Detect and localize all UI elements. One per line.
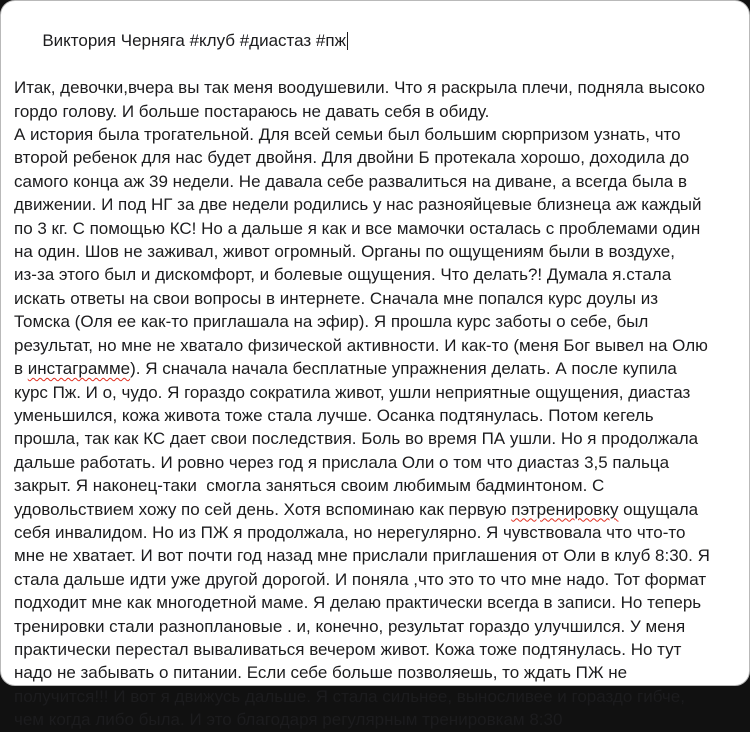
text-segment: получится!!! И вот я движусь дальше. Я стала сильнее, выносливее и гораздо гибче, bbox=[14, 686, 685, 706]
text-line bbox=[14, 287, 737, 310]
text-segment: самого конца аж 39 недели. Не давала себе развалиться на диване, а всегда была в bbox=[14, 171, 687, 191]
text-line bbox=[14, 217, 737, 240]
text-line bbox=[14, 263, 737, 286]
text-line bbox=[14, 193, 737, 216]
text-line bbox=[14, 638, 737, 661]
text-segment: искать ответы на свои вопросы в интернете. Сначала мне попался курс доулы из bbox=[14, 288, 659, 308]
text-line bbox=[14, 521, 737, 544]
text-segment: из-за этого был и дискомфорт, и болевые ощущения. Что делать?! Думала я.стала bbox=[14, 265, 672, 285]
text-line bbox=[14, 381, 737, 404]
text-segment: на один. Шов не заживал, живот огромный. Органы по ощущениям были в воздухе, bbox=[14, 242, 675, 262]
text-segment: надо не забывать о питании. Если себе больше позволяешь, то ждать ПЖ не bbox=[14, 663, 628, 683]
text-segment: А история была трогательной. Для всей семьи был большим сюрпризом узнать, что bbox=[14, 125, 681, 145]
text-segment: практически перестал вываливаться вечером живот. Кожа тоже подтянулась. Но тут bbox=[14, 639, 682, 659]
text-line bbox=[14, 170, 737, 193]
author-line bbox=[14, 6, 737, 76]
text-segment: тренировки стали разноплановые . и, конечно, результат гораздо улучшился. У меня bbox=[14, 616, 686, 636]
text-line bbox=[14, 474, 737, 497]
text-segment: движении. И под НГ за две недели родились у нас разнояйцевые близнеца аж каждый bbox=[14, 195, 702, 215]
misspelled-word: инстаграмме bbox=[27, 359, 131, 379]
text-line bbox=[14, 427, 737, 450]
text-segment: мне не хватает. И вот почти год назад мне прислали приглашения от Оли в клуб 8:30. Я bbox=[14, 546, 710, 566]
text-line bbox=[14, 146, 737, 169]
text-segment: подходит мне как многодетной маме. Я делаю практически всегда в записи. Но теперь bbox=[14, 593, 702, 613]
text-segment: удовольствием хожу по сей день. Хотя вспоминаю как первую bbox=[14, 499, 512, 519]
text-segment: по 3 кг. С помощью КС! Но а дальше я как и все мамочки осталась с проблемами один bbox=[14, 218, 701, 238]
text-line bbox=[14, 615, 737, 638]
text-line bbox=[14, 404, 737, 427]
text-segment: ). Я сначала начала бесплатные упражнения делать. А после купила bbox=[130, 359, 677, 379]
text-segment: уменьшился, кожа живота тоже стала лучше. Осанка подтянулась. Потом кегель bbox=[14, 405, 654, 425]
text-line bbox=[14, 685, 737, 708]
text-line bbox=[14, 357, 737, 380]
text-line bbox=[14, 240, 737, 263]
text-cursor bbox=[347, 32, 348, 50]
text-segment: в bbox=[14, 359, 28, 379]
text-segment: закрыт. Я наконец-таки смогла заняться своим любимым бадминтоном. С bbox=[14, 476, 605, 496]
text-segment: Томска (Оля ее как-то приглашала на эфир). Я прошла курс заботы о себе, был bbox=[14, 312, 649, 332]
text-segment: себя инвалидом. Но из ПЖ я продолжала, но нерегулярно. Я чувствовала что что-то bbox=[14, 522, 686, 542]
text-line bbox=[14, 591, 737, 614]
author-line-text: Виктория Черняга #клуб #диастаз #пж bbox=[42, 31, 346, 51]
post-text-lines bbox=[14, 76, 737, 731]
text-line bbox=[14, 334, 737, 357]
text-line bbox=[14, 451, 737, 474]
text-line bbox=[14, 76, 737, 99]
text-line bbox=[14, 498, 737, 521]
text-segment: стала дальше идти уже другой дорогой. И поняла ,что это то что мне надо. Тот формат bbox=[14, 569, 707, 589]
text-segment: Итак, девочки,вчера вы так меня воодушевили. Что я раскрыла плечи, подняла высоко bbox=[14, 78, 705, 98]
text-line bbox=[14, 544, 737, 567]
text-line bbox=[14, 123, 737, 146]
text-segment: курс Пж. И о, чудо. Я гораздо сократила живот, ушли неприятные ощущения, диастаз bbox=[14, 382, 691, 402]
text-segment: второй ребенок для нас будет двойня. Для двойни Б протекала хорошо, доходила до bbox=[14, 148, 690, 168]
text-line bbox=[14, 708, 737, 731]
text-line bbox=[14, 568, 737, 591]
text-segment: чем когда либо была. И это благодаря регулярным тренировкам 8:30 bbox=[14, 710, 563, 730]
text-segment: ощущала bbox=[618, 499, 699, 519]
text-segment: результат, но мне не хватало физической активности. И как-то (меня Бог вывел на Олю bbox=[14, 335, 708, 355]
text-line bbox=[14, 310, 737, 333]
text-segment: прошла, так как КС дает свои последствия. Боль во время ПА ушли. Но я продолжала bbox=[14, 429, 699, 449]
text-segment: гордо голову. И больше постараюсь не давать себя в обиду. bbox=[14, 101, 490, 121]
text-line bbox=[14, 661, 737, 684]
post-text-editor[interactable] bbox=[14, 6, 737, 732]
text-line bbox=[14, 100, 737, 123]
text-segment: дальше работать. И ровно через год я прислала Оли о том что диастаз 3,5 пальца bbox=[14, 452, 670, 472]
misspelled-word: пэтренировку bbox=[511, 499, 619, 519]
